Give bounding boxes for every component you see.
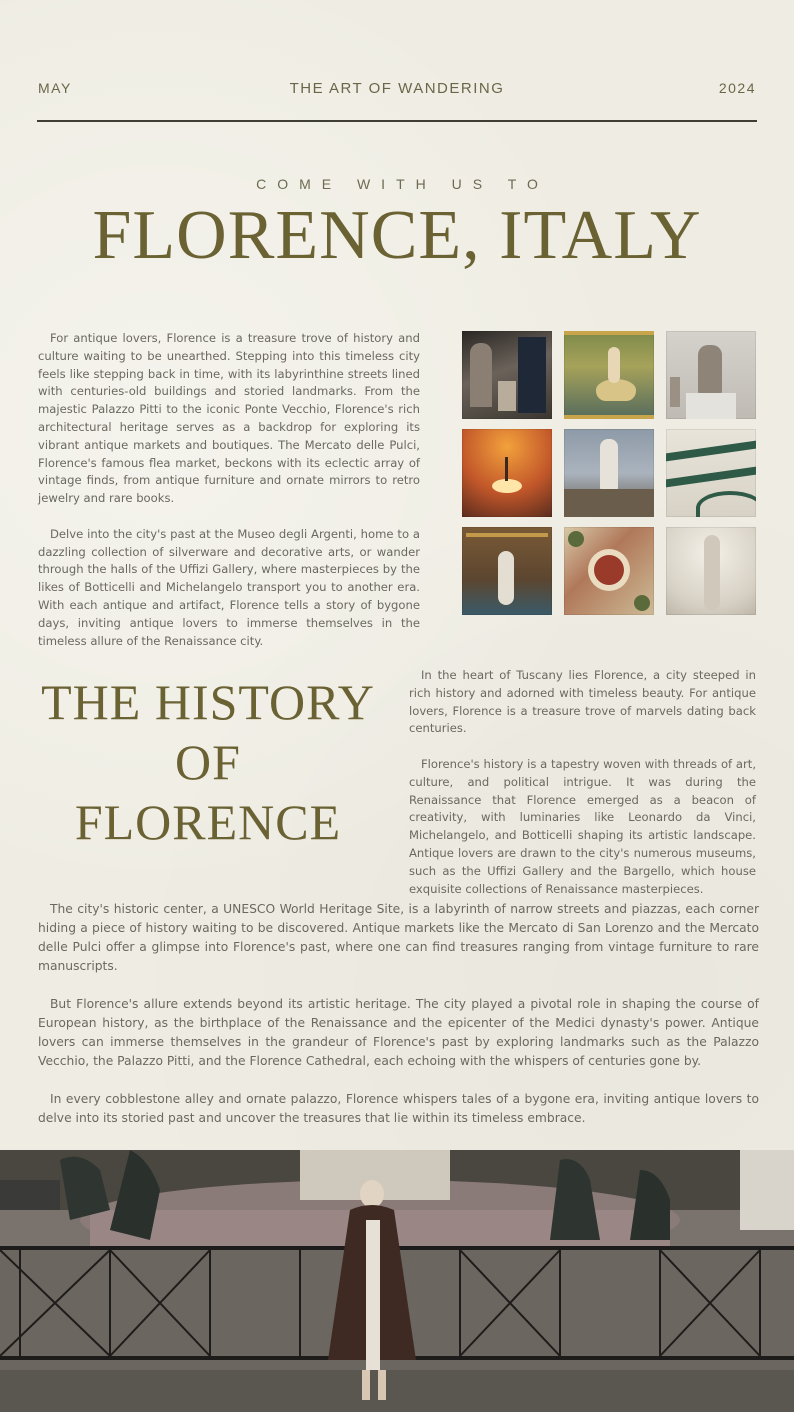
history-body-paragraph-3: In every cobblestone alley and ornate palazzo, Florence whispers tales of a bygone era, inviting antique lovers to delve into its storied past and uncover the treasures that lie within its timeless embrace. [38,1092,759,1125]
history-body-paragraph-1: The city's historic center, a UNESCO World Heritage Site, is a labyrinth of narrow streets and piazzas, each corner hiding a piece of history waiting to be discovered. Antique markets like the Mercato di San Lorenzo and the Mercato delle Pulci offer a glimpse into Florence's past, where one can find treasures ranging from vintage furniture to rare manuscripts. [38,902,759,973]
painting-gallery-statue-photo [462,527,552,615]
history-body-text [38,900,759,1128]
intro-paragraph-1: For antique lovers, Florence is a treasure trove of history and culture waiting to be unearthed. Stepping into this timeless city feels like stepping back in time, with its labyrinthine streets lined with centuries-old buildings and storied landmarks. From the majestic Palazzo Pitti to the iconic Ponte Vecchio, Florence's rich architectural heritage serves as a backdrop for exploring its vibrant antique markets and boutiques. The Mercato delle Pulci, Florence's famous flea market, beckons with its eclectic array of vintage finds, from antique furniture and ornate mirrors to retro jewelry and rare books. [38,331,420,506]
neptune-statue-photo [564,429,654,517]
header-year: 2024 [718,80,756,96]
statue-group-photo [666,331,756,419]
chandelier-ceiling-photo [462,429,552,517]
hero-title: FLORENCE, ITALY [92,197,702,274]
fountain-photo [0,1150,794,1412]
hero-kicker: COME WITH US TO [256,176,549,192]
header-divider [37,120,757,122]
header-month: MAY [38,80,72,96]
history-title-line-3: FLORENCE [74,794,342,850]
birth-of-venus-photo [564,331,654,419]
history-side-paragraph-1: In the heart of Tuscany lies Florence, a city steeped in rich history and adorned with timeless beauty. For antique lovers, Florence is a treasure trove of marvels dating back centuries. [409,668,756,736]
david-statue-photo [666,527,756,615]
history-side-paragraph-2: Florence's history is a tapestry woven with threads of art, culture, and political intrigue. It was during the Renaissance that Florence emerged as a beacon of creativity, with luminaries like Leonardo da Vinci, Michelangelo, and Botticelli shaping its artistic landscape. Antique lovers are drawn to the city's numerous museums, such as the Uffizi Gallery and the Bargello, which house exquisite collections of Renaissance masterpieces. [409,756,756,896]
header-title: THE ART OF WANDERING [289,80,505,97]
museum-interior-photo [462,331,552,419]
history-title [37,672,379,852]
intro-text [38,330,420,650]
history-title-line-1: THE HISTORY [41,674,375,730]
marble-facade-photo [666,429,756,517]
history-title-line-2: OF [175,734,241,790]
ornate-ceiling-photo [564,527,654,615]
photo-gallery [462,331,756,614]
intro-paragraph-2: Delve into the city's past at the Museo degli Argenti, home to a dazzling collection of silverware and decorative arts, or wander through the halls of the Uffizi Gallery, where masterpieces by the likes of Botticelli and Michelangelo transport you to another era. With each antique and artifact, Florence tells a story of bygone days, inviting antique lovers to immerse themselves in the timeless allure of the Renaissance city. [38,526,420,648]
history-side-text [409,667,756,898]
history-body-paragraph-2: But Florence's allure extends beyond its artistic heritage. The city played a pivotal role in shaping the course of European history, as the birthplace of the Renaissance and the epicenter of the Medici dynasty's power. Antique lovers can immerse themselves in the grandeur of Florence's past by exploring landmarks such as the Palazzo Vecchio, the Palazzo Pitti, and the Florence Cathedral, each echoing with the whispers of centuries gone by. [38,997,759,1068]
